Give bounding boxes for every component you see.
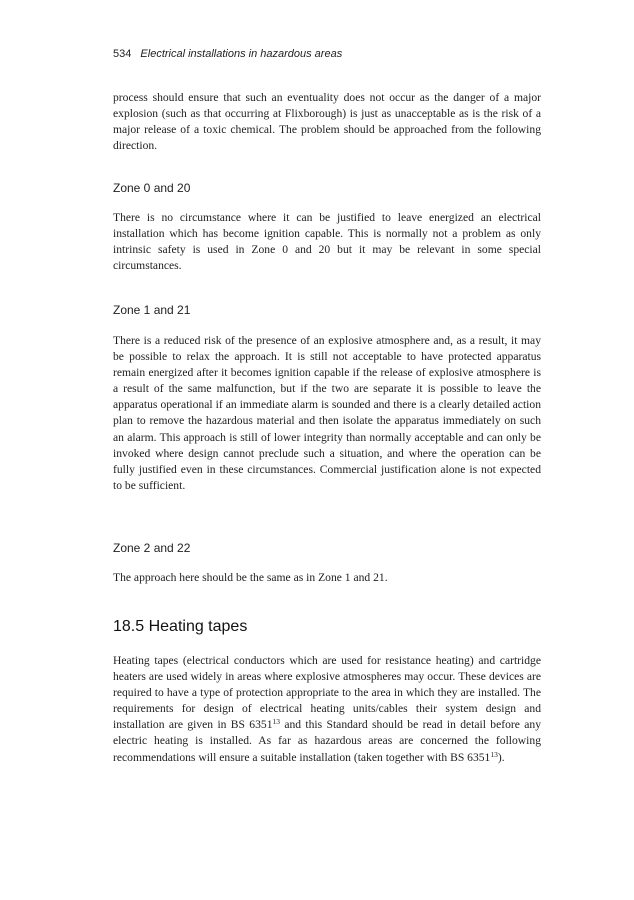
intro-paragraph: process should ensure that such an eventuality does not occur as the danger of a major explosion (such as that occurring at Flixborough) is just as unacceptable as is the risk of a major release of a toxic chemical. The problem should be approached from the following direction. <box>113 91 541 153</box>
reference-superscript-2: 13 <box>490 749 498 759</box>
heating-text-part-1: Heating tapes (electrical conductors which are used for resistance heating) and cartridge heaters are used widely in areas where explosive atmospheres may occur. These devices are required to have a type of protection appropriate to the area in which they are installed. The requirements for design of electrical heating units/cables their system design and installation are given in BS 6351 <box>113 654 541 732</box>
section-heading-heating-tapes: 18.5 Heating tapes <box>113 618 248 635</box>
page-number: 534 <box>113 48 132 60</box>
heating-tapes-paragraph <box>113 653 541 766</box>
running-header <box>113 48 342 60</box>
book-title: Electrical installations in hazardous areas <box>140 48 343 60</box>
zone-0-20-paragraph: There is no circumstance where it can be justified to leave energized an electrical installation which has become ignition capable. This is normally not a problem as only intrinsic safety is used in Zone 0 and 20 but it may be relevant in some special circumstances. <box>113 211 541 273</box>
subheading-zone-2-22: Zone 2 and 22 <box>113 541 191 555</box>
zone-1-21-paragraph: There is a reduced risk of the presence of an explosive atmosphere and, as a result, it may be possible to relax the approach. It is still not acceptable to have protected apparatus remain energized after it becomes ignition capable if the release of explosive atmosphere is a result of the same malfunction, but if the two are separate it is possible to leave the apparatus operational if an immediate alarm is sounded and there is a clearly detailed action plan to remove the hazardous material and then isolate the apparatus immediately on such an alarm. This approach is still of lower integrity than normally acceptable and can only be invoked where design cannot preclude such a situation, and where the operation can be fully justified even in these circumstances. Commercial justification alone is not expected to be sufficient. <box>113 334 541 492</box>
subheading-zone-0-20: Zone 0 and 20 <box>113 181 191 195</box>
subheading-zone-1-21: Zone 1 and 21 <box>113 303 191 317</box>
heating-text-part-3: ). <box>497 750 505 764</box>
reference-superscript-1: 13 <box>272 717 280 727</box>
zone-2-22-paragraph: The approach here should be the same as in Zone 1 and 21. <box>113 571 388 584</box>
heating-text-part-2: and this Standard should be read in detail before any electric heating is installed. As far as hazardous areas are concerned the following recommendations will ensure a suitable installation (taken together with BS 6351 <box>113 718 541 764</box>
